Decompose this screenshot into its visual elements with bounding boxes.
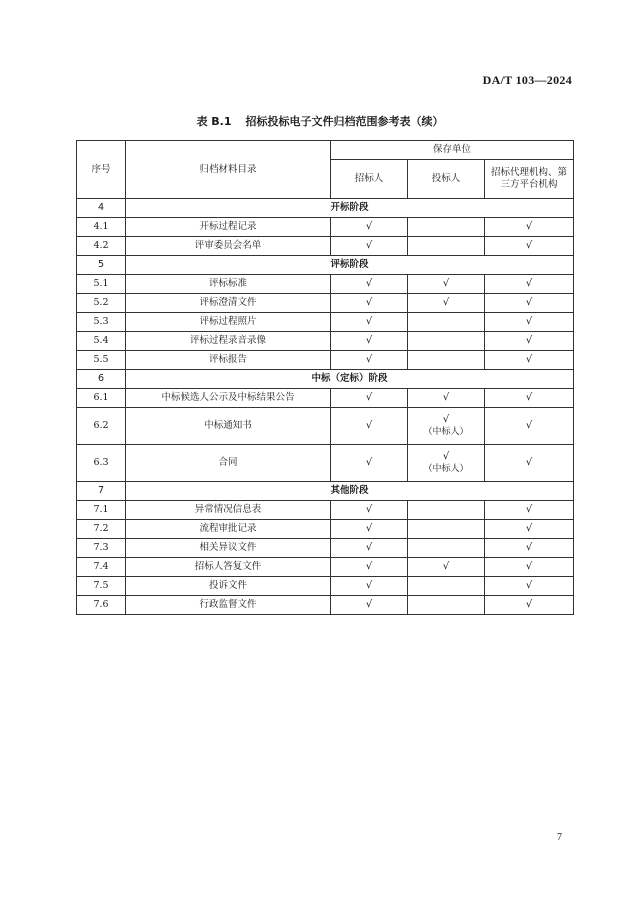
bidder-cell bbox=[408, 558, 485, 577]
agency-check: √ bbox=[485, 445, 574, 482]
item-number: 4.2 bbox=[77, 237, 126, 256]
item-name: 合同 bbox=[126, 445, 331, 482]
bidder-cell bbox=[408, 313, 485, 332]
header-storage-unit: 保存单位 bbox=[331, 141, 574, 160]
table-row bbox=[77, 539, 574, 558]
agency-check: √ bbox=[485, 332, 574, 351]
tenderer-check: √ bbox=[331, 313, 408, 332]
bidder-check: √ bbox=[442, 451, 450, 462]
table-number: 表 B.1 bbox=[196, 115, 232, 128]
item-name: 中标通知书 bbox=[126, 408, 331, 445]
bidder-cell bbox=[408, 445, 485, 482]
item-number: 7.3 bbox=[77, 539, 126, 558]
tenderer-check: √ bbox=[331, 408, 408, 445]
bidder-cell bbox=[408, 332, 485, 351]
table-row bbox=[77, 558, 574, 577]
tenderer-check: √ bbox=[331, 389, 408, 408]
table-row bbox=[77, 445, 574, 482]
item-number: 7.6 bbox=[77, 596, 126, 615]
agency-check: √ bbox=[485, 596, 574, 615]
bidder-cell bbox=[408, 596, 485, 615]
agency-check: √ bbox=[485, 294, 574, 313]
table-row bbox=[77, 332, 574, 351]
tenderer-check: √ bbox=[331, 218, 408, 237]
page-number: 7 bbox=[557, 832, 562, 843]
bidder-cell bbox=[408, 218, 485, 237]
table-row bbox=[77, 577, 574, 596]
tenderer-check: √ bbox=[331, 501, 408, 520]
tenderer-check: √ bbox=[331, 520, 408, 539]
stage-name: 中标（定标）阶段 bbox=[126, 370, 574, 389]
agency-check: √ bbox=[485, 539, 574, 558]
table-row bbox=[77, 313, 574, 332]
header-tenderer: 招标人 bbox=[331, 160, 408, 199]
table-row bbox=[77, 389, 574, 408]
archive-scope-table bbox=[76, 140, 574, 615]
stage-number: 7 bbox=[77, 482, 126, 501]
item-number: 5.4 bbox=[77, 332, 126, 351]
header-seq: 序号 bbox=[77, 141, 126, 199]
tenderer-check: √ bbox=[331, 558, 408, 577]
item-number: 5.3 bbox=[77, 313, 126, 332]
header-agency: 招标代理机构、第三方平台机构 bbox=[485, 160, 574, 199]
table-row bbox=[77, 294, 574, 313]
bidder-check: √ bbox=[442, 278, 450, 289]
stage-row bbox=[77, 482, 574, 501]
item-name: 评标澄清文件 bbox=[126, 294, 331, 313]
stage-number: 6 bbox=[77, 370, 126, 389]
bidder-check: √ bbox=[442, 392, 450, 403]
stage-name: 开标阶段 bbox=[126, 199, 574, 218]
item-name: 评标过程录音录像 bbox=[126, 332, 331, 351]
table-body bbox=[77, 199, 574, 615]
item-name: 异常情况信息表 bbox=[126, 501, 331, 520]
bidder-cell bbox=[408, 539, 485, 558]
item-name: 开标过程记录 bbox=[126, 218, 331, 237]
item-number: 5.2 bbox=[77, 294, 126, 313]
stage-number: 5 bbox=[77, 256, 126, 275]
item-number: 7.2 bbox=[77, 520, 126, 539]
bidder-cell bbox=[408, 294, 485, 313]
bidder-note: （中标人） bbox=[423, 464, 469, 474]
item-number: 6.2 bbox=[77, 408, 126, 445]
tenderer-check: √ bbox=[331, 294, 408, 313]
agency-check: √ bbox=[485, 313, 574, 332]
table-row bbox=[77, 501, 574, 520]
item-name: 评标标准 bbox=[126, 275, 331, 294]
item-name: 评审委员会名单 bbox=[126, 237, 331, 256]
stage-row bbox=[77, 199, 574, 218]
item-number: 6.1 bbox=[77, 389, 126, 408]
stage-row bbox=[77, 370, 574, 389]
agency-check: √ bbox=[485, 520, 574, 539]
header-directory: 归档材料目录 bbox=[126, 141, 331, 199]
agency-check: √ bbox=[485, 389, 574, 408]
stage-name: 其他阶段 bbox=[126, 482, 574, 501]
tenderer-check: √ bbox=[331, 577, 408, 596]
stage-row bbox=[77, 256, 574, 275]
table-row bbox=[77, 520, 574, 539]
agency-check: √ bbox=[485, 577, 574, 596]
table-row bbox=[77, 596, 574, 615]
tenderer-check: √ bbox=[331, 332, 408, 351]
bidder-check: √ bbox=[442, 561, 450, 572]
bidder-note: （中标人） bbox=[423, 427, 469, 437]
item-number: 7.1 bbox=[77, 501, 126, 520]
item-name: 相关异议文件 bbox=[126, 539, 331, 558]
bidder-cell bbox=[408, 408, 485, 445]
agency-check: √ bbox=[485, 501, 574, 520]
bidder-check: √ bbox=[442, 297, 450, 308]
table-row bbox=[77, 275, 574, 294]
bidder-cell bbox=[408, 501, 485, 520]
bidder-check: √ bbox=[442, 414, 450, 425]
agency-check: √ bbox=[485, 351, 574, 370]
header-bidder: 投标人 bbox=[408, 160, 485, 199]
item-name: 招标人答复文件 bbox=[126, 558, 331, 577]
tenderer-check: √ bbox=[331, 445, 408, 482]
item-name: 流程审批记录 bbox=[126, 520, 331, 539]
item-number: 5.5 bbox=[77, 351, 126, 370]
item-name: 评标过程照片 bbox=[126, 313, 331, 332]
agency-check: √ bbox=[485, 237, 574, 256]
item-name: 评标报告 bbox=[126, 351, 331, 370]
item-number: 6.3 bbox=[77, 445, 126, 482]
item-number: 7.5 bbox=[77, 577, 126, 596]
table-caption bbox=[0, 113, 640, 129]
item-name: 中标候选人公示及中标结果公告 bbox=[126, 389, 331, 408]
table-row bbox=[77, 237, 574, 256]
stage-name: 评标阶段 bbox=[126, 256, 574, 275]
table-row bbox=[77, 351, 574, 370]
bidder-cell bbox=[408, 237, 485, 256]
stage-number: 4 bbox=[77, 199, 126, 218]
tenderer-check: √ bbox=[331, 275, 408, 294]
bidder-cell bbox=[408, 577, 485, 596]
tenderer-check: √ bbox=[331, 237, 408, 256]
item-number: 7.4 bbox=[77, 558, 126, 577]
tenderer-check: √ bbox=[331, 539, 408, 558]
bidder-cell bbox=[408, 351, 485, 370]
tenderer-check: √ bbox=[331, 351, 408, 370]
table-title: 招标投标电子文件归档范围参考表（续） bbox=[245, 115, 444, 128]
item-name: 行政监督文件 bbox=[126, 596, 331, 615]
agency-check: √ bbox=[485, 558, 574, 577]
bidder-cell bbox=[408, 389, 485, 408]
agency-check: √ bbox=[485, 408, 574, 445]
bidder-cell bbox=[408, 520, 485, 539]
bidder-cell bbox=[408, 275, 485, 294]
agency-check: √ bbox=[485, 275, 574, 294]
table-row bbox=[77, 218, 574, 237]
standard-code: DA/T 103—2024 bbox=[482, 73, 572, 87]
agency-check: √ bbox=[485, 218, 574, 237]
item-name: 投诉文件 bbox=[126, 577, 331, 596]
tenderer-check: √ bbox=[331, 596, 408, 615]
item-number: 4.1 bbox=[77, 218, 126, 237]
item-number: 5.1 bbox=[77, 275, 126, 294]
table-row bbox=[77, 408, 574, 445]
